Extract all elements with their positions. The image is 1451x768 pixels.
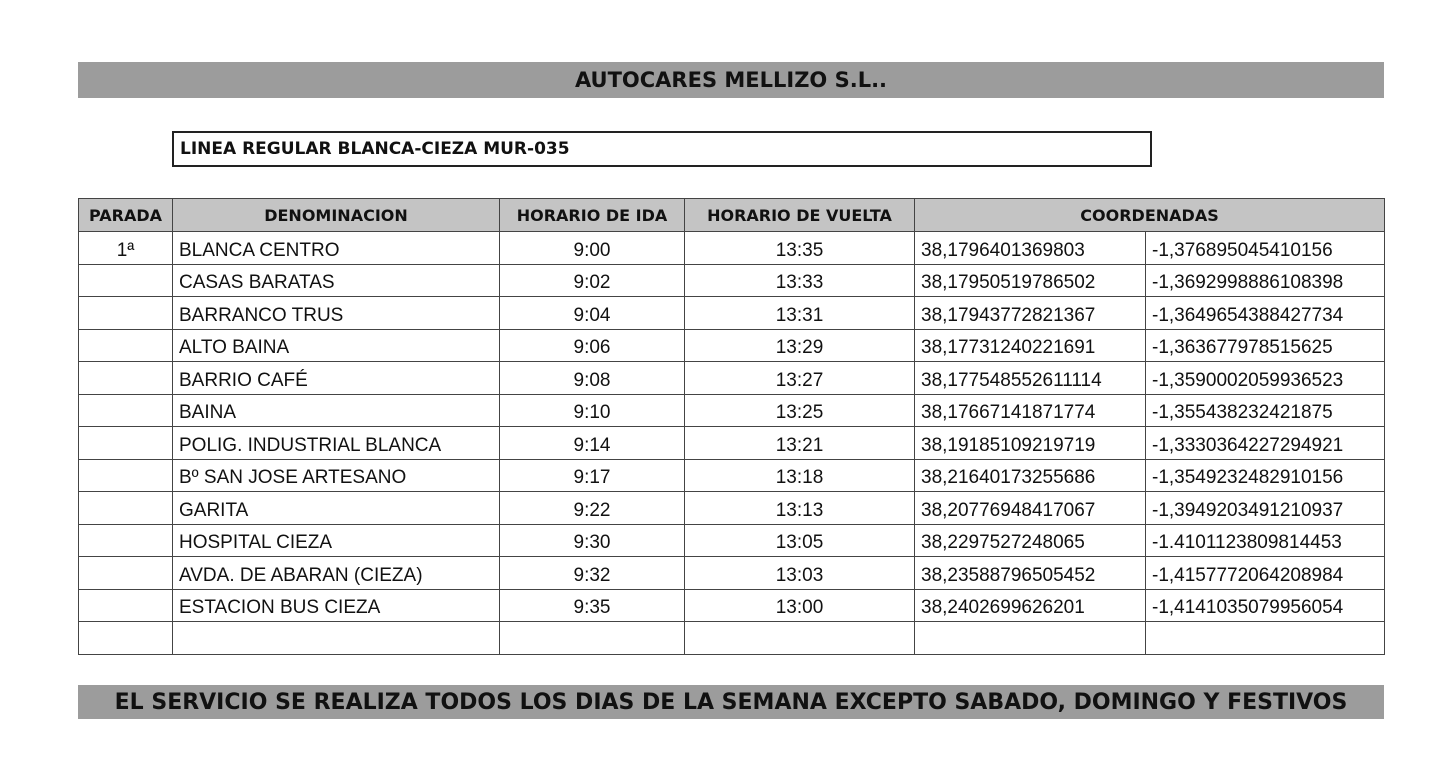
table-row — [79, 362, 1385, 395]
route-line-box — [172, 131, 1152, 167]
outbound-time: 9:06 — [500, 329, 685, 362]
latitude: 38,2297527248065 — [915, 524, 1146, 557]
table-row — [79, 589, 1385, 622]
outbound-time: 9:30 — [500, 524, 685, 557]
stop-number — [79, 492, 173, 525]
longitude: -1,363677978515625 — [1146, 329, 1385, 362]
return-time: 13:05 — [685, 524, 915, 557]
table-row — [79, 264, 1385, 297]
longitude: -1,3949203491210937 — [1146, 492, 1385, 525]
return-time: 13:03 — [685, 557, 915, 590]
stop-name — [173, 622, 500, 655]
longitude: -1,3649654388427734 — [1146, 297, 1385, 330]
outbound-time: 9:35 — [500, 589, 685, 622]
table-row — [79, 329, 1385, 362]
longitude: -1,3549232482910156 — [1146, 459, 1385, 492]
header-horario-vuelta: HORARIO DE VUELTA — [685, 199, 915, 232]
return-time: 13:25 — [685, 394, 915, 427]
header-horario-ida: HORARIO DE IDA — [500, 199, 685, 232]
stop-number — [79, 329, 173, 362]
table-row — [79, 492, 1385, 525]
table-row — [79, 459, 1385, 492]
longitude: -1,4157772064208984 — [1146, 557, 1385, 590]
table-row — [79, 297, 1385, 330]
return-time: 13:31 — [685, 297, 915, 330]
stop-name: BLANCA CENTRO — [173, 232, 500, 265]
table-row — [79, 622, 1385, 655]
stop-name: AVDA. DE ABARAN (CIEZA) — [173, 557, 500, 590]
return-time: 13:33 — [685, 264, 915, 297]
longitude: -1,355438232421875 — [1146, 394, 1385, 427]
stop-name: BAINA — [173, 394, 500, 427]
stop-number — [79, 362, 173, 395]
stop-number — [79, 524, 173, 557]
outbound-time: 9:17 — [500, 459, 685, 492]
table-row — [79, 524, 1385, 557]
latitude: 38,17943772821367 — [915, 297, 1146, 330]
latitude: 38,19185109219719 — [915, 427, 1146, 460]
stop-name: CASAS BARATAS — [173, 264, 500, 297]
outbound-time: 9:32 — [500, 557, 685, 590]
return-time: 13:35 — [685, 232, 915, 265]
latitude: 38,1796401369803 — [915, 232, 1146, 265]
outbound-time: 9:10 — [500, 394, 685, 427]
latitude: 38,20776948417067 — [915, 492, 1146, 525]
header-coordenadas: COORDENADAS — [915, 199, 1385, 232]
return-time: 13:13 — [685, 492, 915, 525]
timetable — [78, 198, 1385, 655]
stop-number — [79, 297, 173, 330]
stop-number — [79, 557, 173, 590]
outbound-time: 9:04 — [500, 297, 685, 330]
return-time: 13:00 — [685, 589, 915, 622]
stop-number — [79, 622, 173, 655]
company-title-banner — [78, 62, 1384, 98]
latitude — [915, 622, 1146, 655]
stop-name: POLIG. INDUSTRIAL BLANCA — [173, 427, 500, 460]
service-notice: EL SERVICIO SE REALIZA TODOS LOS DIAS DE LA SEMANA EXCEPTO SABADO, DOMINGO Y FESTIVOS — [114, 689, 1348, 715]
longitude: -1,3692998886108398 — [1146, 264, 1385, 297]
return-time: 13:27 — [685, 362, 915, 395]
stop-name: GARITA — [173, 492, 500, 525]
return-time: 13:18 — [685, 459, 915, 492]
longitude: -1,376895045410156 — [1146, 232, 1385, 265]
longitude: -1,3590002059936523 — [1146, 362, 1385, 395]
header-denominacion: DENOMINACION — [173, 199, 500, 232]
latitude: 38,21640173255686 — [915, 459, 1146, 492]
outbound-time: 9:00 — [500, 232, 685, 265]
longitude: -1.4101123809814453 — [1146, 524, 1385, 557]
longitude: -1,4141035079956054 — [1146, 589, 1385, 622]
latitude: 38,23588796505452 — [915, 557, 1146, 590]
latitude: 38,17731240221691 — [915, 329, 1146, 362]
table-row — [79, 557, 1385, 590]
stop-number — [79, 264, 173, 297]
return-time — [685, 622, 915, 655]
table-header-row — [79, 199, 1385, 232]
longitude: -1,3330364227294921 — [1146, 427, 1385, 460]
outbound-time: 9:14 — [500, 427, 685, 460]
outbound-time — [500, 622, 685, 655]
stop-number — [79, 589, 173, 622]
stop-name: Bº SAN JOSE ARTESANO — [173, 459, 500, 492]
table-row — [79, 394, 1385, 427]
latitude: 38,17667141871774 — [915, 394, 1146, 427]
latitude: 38,177548552611114 — [915, 362, 1146, 395]
stop-name: HOSPITAL CIEZA — [173, 524, 500, 557]
table-row — [79, 232, 1385, 265]
longitude — [1146, 622, 1385, 655]
company-name: AUTOCARES MELLIZO S.L.. — [574, 68, 888, 92]
return-time: 13:21 — [685, 427, 915, 460]
return-time: 13:29 — [685, 329, 915, 362]
outbound-time: 9:22 — [500, 492, 685, 525]
stop-name: BARRANCO TRUS — [173, 297, 500, 330]
stop-name: ESTACION BUS CIEZA — [173, 589, 500, 622]
stop-number — [79, 394, 173, 427]
stop-name: BARRIO CAFÉ — [173, 362, 500, 395]
outbound-time: 9:08 — [500, 362, 685, 395]
stop-number — [79, 427, 173, 460]
outbound-time: 9:02 — [500, 264, 685, 297]
latitude: 38,2402699626201 — [915, 589, 1146, 622]
stop-number — [79, 459, 173, 492]
header-parada: PARADA — [79, 199, 173, 232]
stop-number: 1ª — [79, 232, 173, 265]
route-line-label: LINEA REGULAR BLANCA-CIEZA MUR-035 — [180, 139, 570, 159]
service-notice-banner — [78, 685, 1384, 719]
table-row — [79, 427, 1385, 460]
stop-name: ALTO BAINA — [173, 329, 500, 362]
latitude: 38,17950519786502 — [915, 264, 1146, 297]
